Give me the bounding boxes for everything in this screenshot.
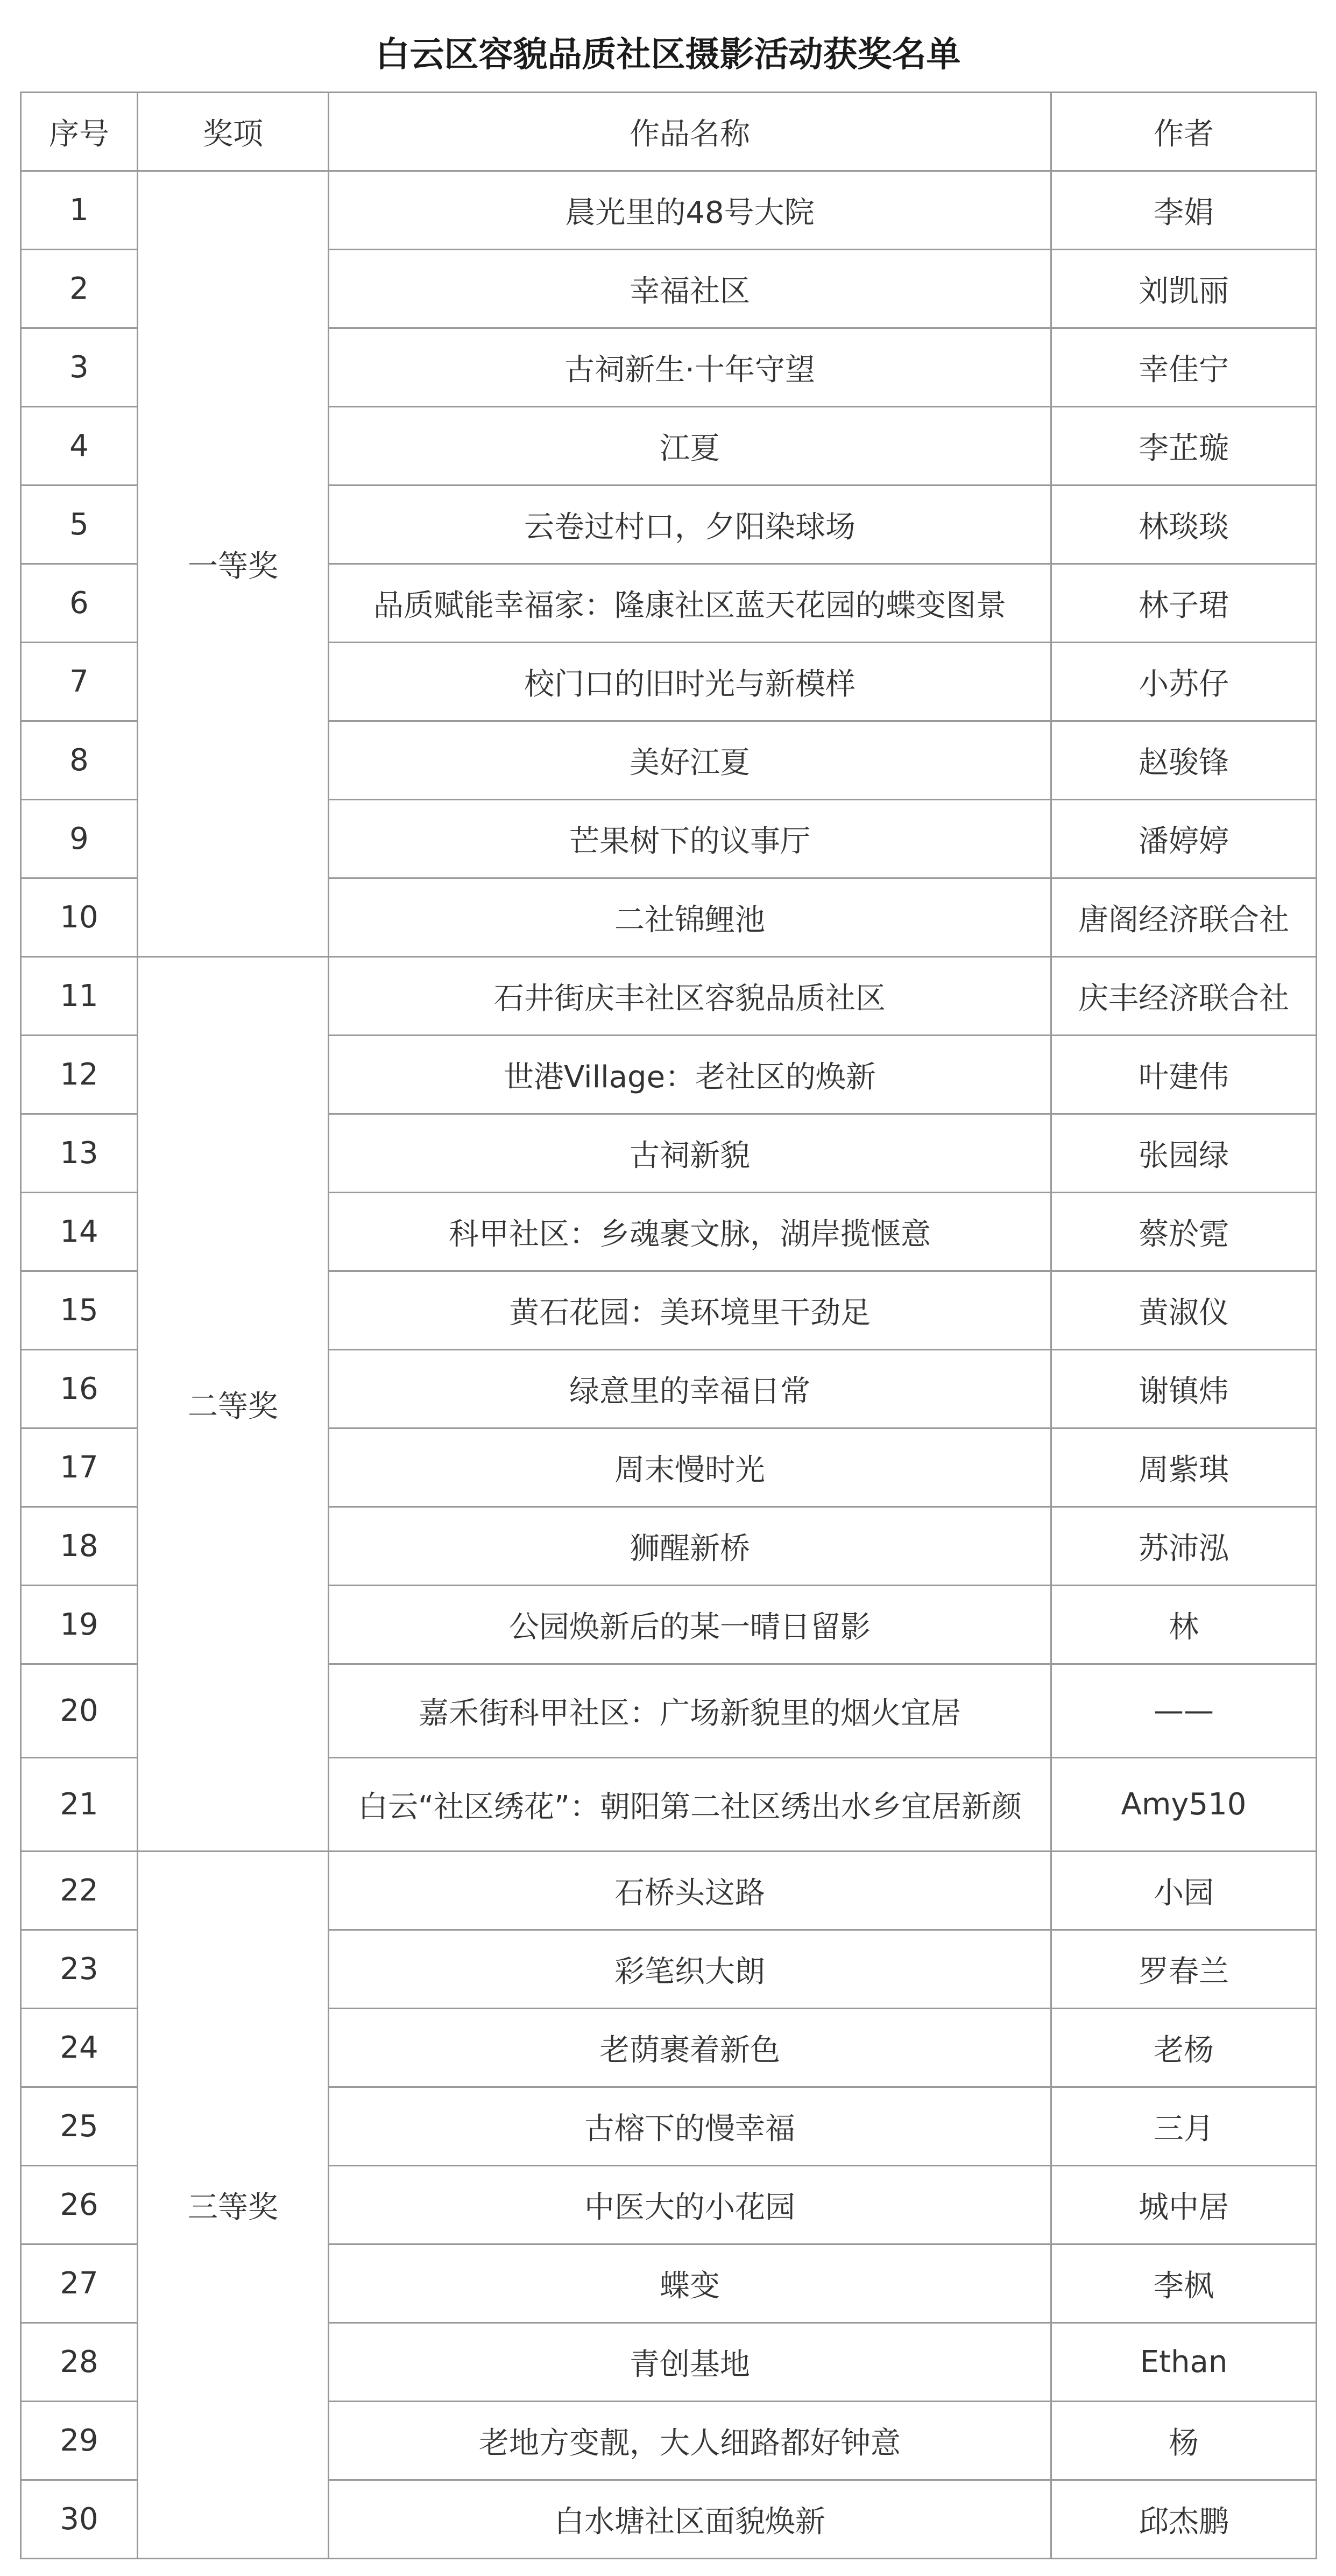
table-row xyxy=(21,171,1317,250)
row-index: 1 xyxy=(21,171,138,250)
work-title: 江夏 xyxy=(329,407,1051,485)
author-name: 谢镇炜 xyxy=(1051,1350,1317,1428)
work-title: 云卷过村口，夕阳染球场 xyxy=(329,485,1051,564)
author-name: —— xyxy=(1051,1664,1317,1758)
author-name: 叶建伟 xyxy=(1051,1036,1317,1114)
work-title: 古榕下的慢幸福 xyxy=(329,2087,1051,2166)
row-index: 23 xyxy=(21,1930,138,2009)
work-title: 品质赋能幸福家：隆康社区蓝天花园的蝶变图景 xyxy=(329,564,1051,643)
row-index: 22 xyxy=(21,1852,138,1930)
row-index: 24 xyxy=(21,2009,138,2087)
author-name: 李芷璇 xyxy=(1051,407,1317,485)
award-cell: 一等奖 xyxy=(138,171,329,957)
author-name: 唐阁经济联合社 xyxy=(1051,878,1317,957)
row-index: 3 xyxy=(21,328,138,407)
row-index: 9 xyxy=(21,800,138,878)
header-award: 奖项 xyxy=(138,93,329,171)
work-title: 石井街庆丰社区容貌品质社区 xyxy=(329,957,1051,1036)
row-index: 18 xyxy=(21,1507,138,1586)
work-title: 石桥头这路 xyxy=(329,1852,1051,1930)
work-title: 绿意里的幸福日常 xyxy=(329,1350,1051,1428)
work-title: 幸福社区 xyxy=(329,250,1051,328)
table-row xyxy=(21,957,1317,1036)
row-index: 2 xyxy=(21,250,138,328)
author-name: 城中居 xyxy=(1051,2166,1317,2244)
work-title: 芒果树下的议事厅 xyxy=(329,800,1051,878)
work-title: 青创基地 xyxy=(329,2323,1051,2402)
header-author: 作者 xyxy=(1051,93,1317,171)
work-title: 白云“社区绣花”：朝阳第二社区绣出水乡宜居新颜 xyxy=(329,1758,1051,1852)
author-name: 三月 xyxy=(1051,2087,1317,2166)
row-index: 10 xyxy=(21,878,138,957)
work-title: 黄石花园：美环境里干劲足 xyxy=(329,1271,1051,1350)
work-title: 彩笔织大朗 xyxy=(329,1930,1051,2009)
author-name: 庆丰经济联合社 xyxy=(1051,957,1317,1036)
row-index: 7 xyxy=(21,643,138,721)
row-index: 8 xyxy=(21,721,138,800)
author-name: 林子珺 xyxy=(1051,564,1317,643)
row-index: 11 xyxy=(21,957,138,1036)
table-body xyxy=(21,171,1317,2559)
author-name: 小苏仔 xyxy=(1051,643,1317,721)
author-name: 邱杰鹏 xyxy=(1051,2480,1317,2559)
author-name: 张园绿 xyxy=(1051,1114,1317,1193)
award-cell: 二等奖 xyxy=(138,957,329,1852)
work-title: 古祠新生·十年守望 xyxy=(329,328,1051,407)
table-header-row xyxy=(21,93,1317,171)
author-name: 幸佳宁 xyxy=(1051,328,1317,407)
work-title: 中医大的小花园 xyxy=(329,2166,1051,2244)
row-index: 19 xyxy=(21,1586,138,1664)
page-title: 白云区容貌品质社区摄影活动获奖名单 xyxy=(375,35,961,75)
row-index: 25 xyxy=(21,2087,138,2166)
work-title: 白水塘社区面貌焕新 xyxy=(329,2480,1051,2559)
row-index: 27 xyxy=(21,2244,138,2323)
work-title: 美好江夏 xyxy=(329,721,1051,800)
row-index: 16 xyxy=(21,1350,138,1428)
header-index: 序号 xyxy=(21,93,138,171)
row-index: 5 xyxy=(21,485,138,564)
author-name: 老杨 xyxy=(1051,2009,1317,2087)
author-name: 小园 xyxy=(1051,1852,1317,1930)
author-name: 林琰琰 xyxy=(1051,485,1317,564)
row-index: 28 xyxy=(21,2323,138,2402)
work-title: 科甲社区：乡魂裹文脉，湖岸揽惬意 xyxy=(329,1193,1051,1271)
award-table xyxy=(20,92,1317,2559)
row-index: 21 xyxy=(21,1758,138,1852)
author-name: 周紫琪 xyxy=(1051,1428,1317,1507)
work-title: 世港Village：老社区的焕新 xyxy=(329,1036,1051,1114)
work-title: 公园焕新后的某一晴日留影 xyxy=(329,1586,1051,1664)
work-title: 古祠新貌 xyxy=(329,1114,1051,1193)
author-name: Ethan xyxy=(1051,2323,1317,2402)
work-title: 老地方变靓，大人细路都好钟意 xyxy=(329,2402,1051,2480)
work-title: 老荫裹着新色 xyxy=(329,2009,1051,2087)
author-name: 林 xyxy=(1051,1586,1317,1664)
row-index: 29 xyxy=(21,2402,138,2480)
author-name: 李枫 xyxy=(1051,2244,1317,2323)
header-work: 作品名称 xyxy=(329,93,1051,171)
row-index: 6 xyxy=(21,564,138,643)
row-index: 20 xyxy=(21,1664,138,1758)
author-name: 黄淑仪 xyxy=(1051,1271,1317,1350)
award-cell: 三等奖 xyxy=(138,1852,329,2559)
work-title: 二社锦鲤池 xyxy=(329,878,1051,957)
work-title: 晨光里的48号大院 xyxy=(329,171,1051,250)
row-index: 14 xyxy=(21,1193,138,1271)
row-index: 30 xyxy=(21,2480,138,2559)
author-name: Amy510 xyxy=(1051,1758,1317,1852)
work-title: 狮醒新桥 xyxy=(329,1507,1051,1586)
row-index: 12 xyxy=(21,1036,138,1114)
work-title: 蝶变 xyxy=(329,2244,1051,2323)
author-name: 李娟 xyxy=(1051,171,1317,250)
author-name: 赵骏锋 xyxy=(1051,721,1317,800)
row-index: 15 xyxy=(21,1271,138,1350)
row-index: 4 xyxy=(21,407,138,485)
author-name: 罗春兰 xyxy=(1051,1930,1317,2009)
work-title: 周末慢时光 xyxy=(329,1428,1051,1507)
work-title: 嘉禾街科甲社区：广场新貌里的烟火宜居 xyxy=(329,1664,1051,1758)
work-title: 校门口的旧时光与新模样 xyxy=(329,643,1051,721)
author-name: 刘凯丽 xyxy=(1051,250,1317,328)
row-index: 13 xyxy=(21,1114,138,1193)
row-index: 26 xyxy=(21,2166,138,2244)
author-name: 蔡於霓 xyxy=(1051,1193,1317,1271)
author-name: 潘婷婷 xyxy=(1051,800,1317,878)
author-name: 杨 xyxy=(1051,2402,1317,2480)
row-index: 17 xyxy=(21,1428,138,1507)
table-row xyxy=(21,1852,1317,1930)
author-name: 苏沛泓 xyxy=(1051,1507,1317,1586)
